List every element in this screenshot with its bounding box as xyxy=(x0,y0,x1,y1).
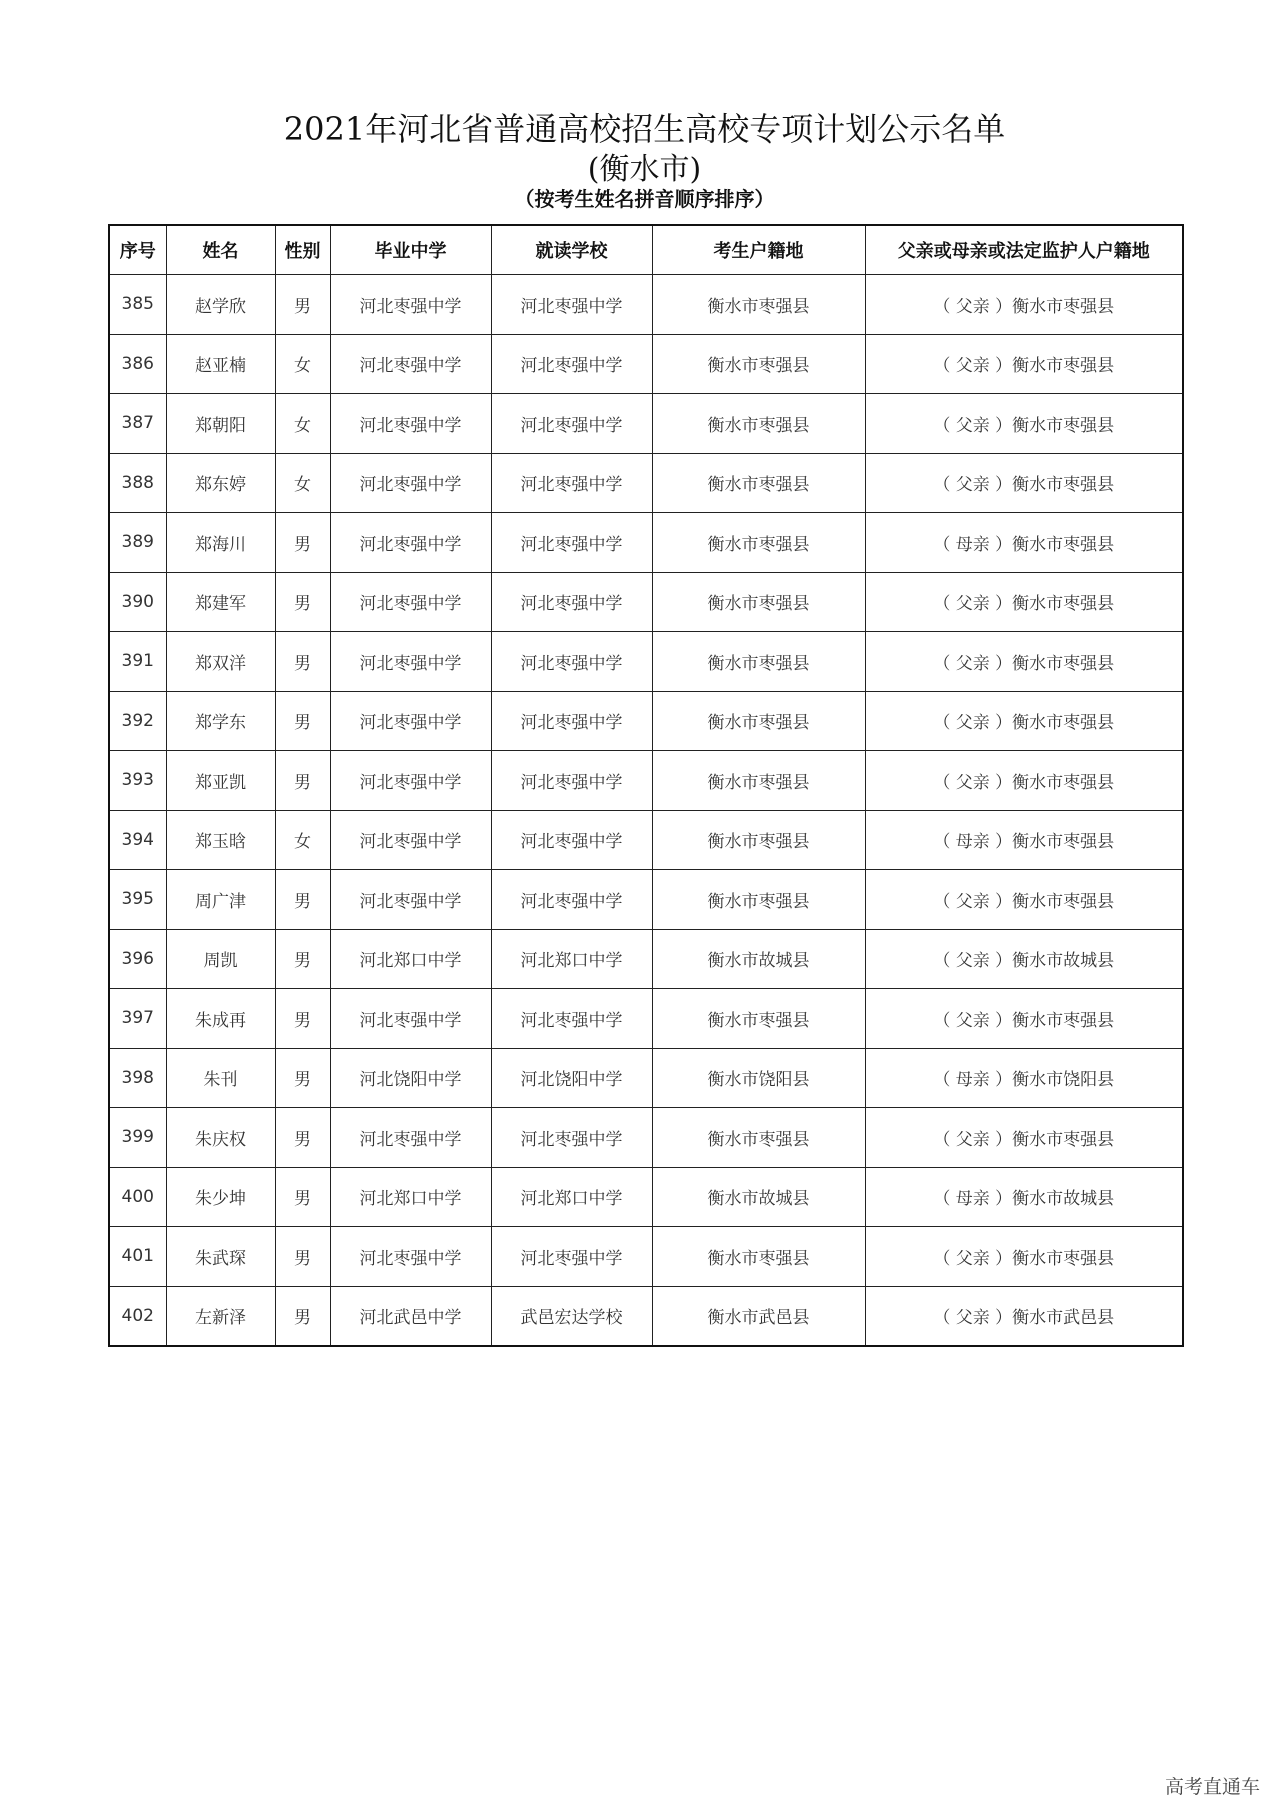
cell-current-school: 河北枣强中学 xyxy=(491,394,652,454)
cell-name: 朱少坤 xyxy=(166,1167,275,1227)
table-row xyxy=(109,810,1183,870)
cell-student-hukou: 衡水市枣强县 xyxy=(652,751,865,811)
cell-graduated-school: 河北枣强中学 xyxy=(330,751,491,811)
cell-gender: 男 xyxy=(275,513,330,573)
cell-current-school: 河北枣强中学 xyxy=(491,989,652,1049)
cell-graduated-school: 河北枣强中学 xyxy=(330,513,491,573)
table-row xyxy=(109,751,1183,811)
cell-gender: 男 xyxy=(275,691,330,751)
cell-seq: 387 xyxy=(109,394,166,454)
cell-guardian-hukou: （ 父亲 ）衡水市枣强县 xyxy=(865,870,1183,930)
table-row xyxy=(109,1167,1183,1227)
cell-student-hukou: 衡水市枣强县 xyxy=(652,513,865,573)
cell-seq: 388 xyxy=(109,453,166,513)
cell-guardian-hukou: （ 父亲 ）衡水市枣强县 xyxy=(865,1108,1183,1168)
cell-guardian-hukou: （ 父亲 ）衡水市枣强县 xyxy=(865,632,1183,692)
cell-name: 朱刊 xyxy=(166,1048,275,1108)
cell-name: 周广津 xyxy=(166,870,275,930)
cell-guardian-hukou: （ 父亲 ）衡水市枣强县 xyxy=(865,275,1183,335)
cell-name: 郑学东 xyxy=(166,691,275,751)
cell-gender: 男 xyxy=(275,751,330,811)
cell-seq: 395 xyxy=(109,870,166,930)
cell-current-school: 河北枣强中学 xyxy=(491,810,652,870)
cell-seq: 400 xyxy=(109,1167,166,1227)
cell-graduated-school: 河北枣强中学 xyxy=(330,1108,491,1168)
cell-gender: 女 xyxy=(275,453,330,513)
cell-guardian-hukou: （ 父亲 ）衡水市枣强县 xyxy=(865,691,1183,751)
cell-guardian-hukou: （ 父亲 ）衡水市枣强县 xyxy=(865,989,1183,1049)
table-row xyxy=(109,1048,1183,1108)
cell-gender: 男 xyxy=(275,1227,330,1287)
cell-student-hukou: 衡水市故城县 xyxy=(652,1167,865,1227)
cell-current-school: 武邑宏达学校 xyxy=(491,1286,652,1346)
table-row xyxy=(109,691,1183,751)
cell-name: 赵学欣 xyxy=(166,275,275,335)
cell-student-hukou: 衡水市枣强县 xyxy=(652,1108,865,1168)
cell-gender: 男 xyxy=(275,632,330,692)
cell-name: 周凯 xyxy=(166,929,275,989)
cell-seq: 399 xyxy=(109,1108,166,1168)
cell-seq: 394 xyxy=(109,810,166,870)
cell-current-school: 河北饶阳中学 xyxy=(491,1048,652,1108)
cell-name: 左新泽 xyxy=(166,1286,275,1346)
cell-guardian-hukou: （ 父亲 ）衡水市故城县 xyxy=(865,929,1183,989)
cell-current-school: 河北枣强中学 xyxy=(491,870,652,930)
cell-guardian-hukou: （ 母亲 ）衡水市饶阳县 xyxy=(865,1048,1183,1108)
table-row xyxy=(109,632,1183,692)
cell-gender: 男 xyxy=(275,1286,330,1346)
page-title: 2021年河北省普通高校招生高校专项计划公示名单 xyxy=(283,110,1006,148)
cell-seq: 392 xyxy=(109,691,166,751)
cell-current-school: 河北枣强中学 xyxy=(491,691,652,751)
cell-student-hukou: 衡水市枣强县 xyxy=(652,394,865,454)
cell-gender: 女 xyxy=(275,394,330,454)
column-header-student-hukou: 考生户籍地 xyxy=(652,225,865,275)
cell-graduated-school: 河北枣强中学 xyxy=(330,394,491,454)
cell-guardian-hukou: （ 父亲 ）衡水市武邑县 xyxy=(865,1286,1183,1346)
cell-current-school: 河北枣强中学 xyxy=(491,751,652,811)
cell-name: 郑海川 xyxy=(166,513,275,573)
cell-seq: 397 xyxy=(109,989,166,1049)
cell-current-school: 河北枣强中学 xyxy=(491,1108,652,1168)
watermark: 高考直通车 xyxy=(1164,1776,1260,1798)
cell-guardian-hukou: （ 父亲 ）衡水市枣强县 xyxy=(865,751,1183,811)
cell-student-hukou: 衡水市枣强县 xyxy=(652,989,865,1049)
table-header-row xyxy=(109,225,1183,275)
cell-name: 郑建军 xyxy=(166,572,275,632)
cell-name: 郑东婷 xyxy=(166,453,275,513)
cell-current-school: 河北郑口中学 xyxy=(491,1167,652,1227)
column-header-name: 姓名 xyxy=(166,225,275,275)
cell-student-hukou: 衡水市枣强县 xyxy=(652,870,865,930)
cell-gender: 女 xyxy=(275,810,330,870)
table-row xyxy=(109,1227,1183,1287)
cell-student-hukou: 衡水市枣强县 xyxy=(652,572,865,632)
cell-gender: 男 xyxy=(275,1048,330,1108)
cell-current-school: 河北枣强中学 xyxy=(491,513,652,573)
cell-graduated-school: 河北枣强中学 xyxy=(330,1227,491,1287)
column-header-seq: 序号 xyxy=(109,225,166,275)
cell-graduated-school: 河北枣强中学 xyxy=(330,572,491,632)
cell-graduated-school: 河北枣强中学 xyxy=(330,334,491,394)
cell-student-hukou: 衡水市武邑县 xyxy=(652,1286,865,1346)
cell-guardian-hukou: （ 母亲 ）衡水市故城县 xyxy=(865,1167,1183,1227)
cell-guardian-hukou: （ 父亲 ）衡水市枣强县 xyxy=(865,453,1183,513)
cell-current-school: 河北郑口中学 xyxy=(491,929,652,989)
cell-current-school: 河北枣强中学 xyxy=(491,632,652,692)
cell-student-hukou: 衡水市枣强县 xyxy=(652,1227,865,1287)
cell-graduated-school: 河北枣强中学 xyxy=(330,453,491,513)
cell-guardian-hukou: （ 母亲 ）衡水市枣强县 xyxy=(865,513,1183,573)
cell-seq: 389 xyxy=(109,513,166,573)
cell-name: 郑双洋 xyxy=(166,632,275,692)
column-header-guardian-hukou: 父亲或母亲或法定监护人户籍地 xyxy=(865,225,1183,275)
page-subtitle: (衡水市) xyxy=(587,152,702,187)
cell-current-school: 河北枣强中学 xyxy=(491,572,652,632)
column-header-current-school: 就读学校 xyxy=(491,225,652,275)
table-row xyxy=(109,1286,1183,1346)
cell-guardian-hukou: （ 父亲 ）衡水市枣强县 xyxy=(865,334,1183,394)
cell-graduated-school: 河北枣强中学 xyxy=(330,870,491,930)
cell-gender: 男 xyxy=(275,275,330,335)
cell-graduated-school: 河北枣强中学 xyxy=(330,810,491,870)
cell-guardian-hukou: （ 父亲 ）衡水市枣强县 xyxy=(865,1227,1183,1287)
cell-seq: 390 xyxy=(109,572,166,632)
cell-seq: 385 xyxy=(109,275,166,335)
cell-student-hukou: 衡水市枣强县 xyxy=(652,632,865,692)
cell-gender: 男 xyxy=(275,1167,330,1227)
cell-seq: 393 xyxy=(109,751,166,811)
table-row xyxy=(109,453,1183,513)
cell-seq: 401 xyxy=(109,1227,166,1287)
cell-name: 朱武琛 xyxy=(166,1227,275,1287)
cell-gender: 女 xyxy=(275,334,330,394)
cell-student-hukou: 衡水市枣强县 xyxy=(652,334,865,394)
cell-graduated-school: 河北枣强中学 xyxy=(330,632,491,692)
cell-name: 赵亚楠 xyxy=(166,334,275,394)
cell-name: 朱庆权 xyxy=(166,1108,275,1168)
cell-gender: 男 xyxy=(275,572,330,632)
table-row xyxy=(109,929,1183,989)
cell-student-hukou: 衡水市饶阳县 xyxy=(652,1048,865,1108)
table-row xyxy=(109,275,1183,335)
cell-student-hukou: 衡水市故城县 xyxy=(652,929,865,989)
cell-seq: 386 xyxy=(109,334,166,394)
table-row xyxy=(109,513,1183,573)
cell-seq: 396 xyxy=(109,929,166,989)
table-row xyxy=(109,334,1183,394)
cell-graduated-school: 河北郑口中学 xyxy=(330,1167,491,1227)
cell-student-hukou: 衡水市枣强县 xyxy=(652,691,865,751)
cell-seq: 398 xyxy=(109,1048,166,1108)
cell-name: 郑玉晗 xyxy=(166,810,275,870)
cell-gender: 男 xyxy=(275,870,330,930)
sort-note: （按考生姓名拼音顺序排序） xyxy=(514,187,775,211)
cell-gender: 男 xyxy=(275,989,330,1049)
cell-name: 郑朝阳 xyxy=(166,394,275,454)
cell-current-school: 河北枣强中学 xyxy=(491,453,652,513)
cell-current-school: 河北枣强中学 xyxy=(491,275,652,335)
cell-seq: 402 xyxy=(109,1286,166,1346)
cell-graduated-school: 河北枣强中学 xyxy=(330,275,491,335)
cell-graduated-school: 河北枣强中学 xyxy=(330,989,491,1049)
cell-graduated-school: 河北枣强中学 xyxy=(330,691,491,751)
table-row xyxy=(109,394,1183,454)
cell-gender: 男 xyxy=(275,1108,330,1168)
table-row xyxy=(109,1108,1183,1168)
cell-current-school: 河北枣强中学 xyxy=(491,334,652,394)
table-row xyxy=(109,989,1183,1049)
column-header-graduated-school: 毕业中学 xyxy=(330,225,491,275)
cell-current-school: 河北枣强中学 xyxy=(491,1227,652,1287)
cell-guardian-hukou: （ 母亲 ）衡水市枣强县 xyxy=(865,810,1183,870)
cell-gender: 男 xyxy=(275,929,330,989)
cell-seq: 391 xyxy=(109,632,166,692)
cell-graduated-school: 河北武邑中学 xyxy=(330,1286,491,1346)
table-row xyxy=(109,870,1183,930)
cell-student-hukou: 衡水市枣强县 xyxy=(652,810,865,870)
cell-guardian-hukou: （ 父亲 ）衡水市枣强县 xyxy=(865,394,1183,454)
cell-student-hukou: 衡水市枣强县 xyxy=(652,275,865,335)
student-list-table xyxy=(108,224,1184,1347)
column-header-gender: 性别 xyxy=(275,225,330,275)
cell-guardian-hukou: （ 父亲 ）衡水市枣强县 xyxy=(865,572,1183,632)
cell-graduated-school: 河北饶阳中学 xyxy=(330,1048,491,1108)
cell-student-hukou: 衡水市枣强县 xyxy=(652,453,865,513)
table-row xyxy=(109,572,1183,632)
cell-name: 朱成再 xyxy=(166,989,275,1049)
cell-name: 郑亚凯 xyxy=(166,751,275,811)
cell-graduated-school: 河北郑口中学 xyxy=(330,929,491,989)
